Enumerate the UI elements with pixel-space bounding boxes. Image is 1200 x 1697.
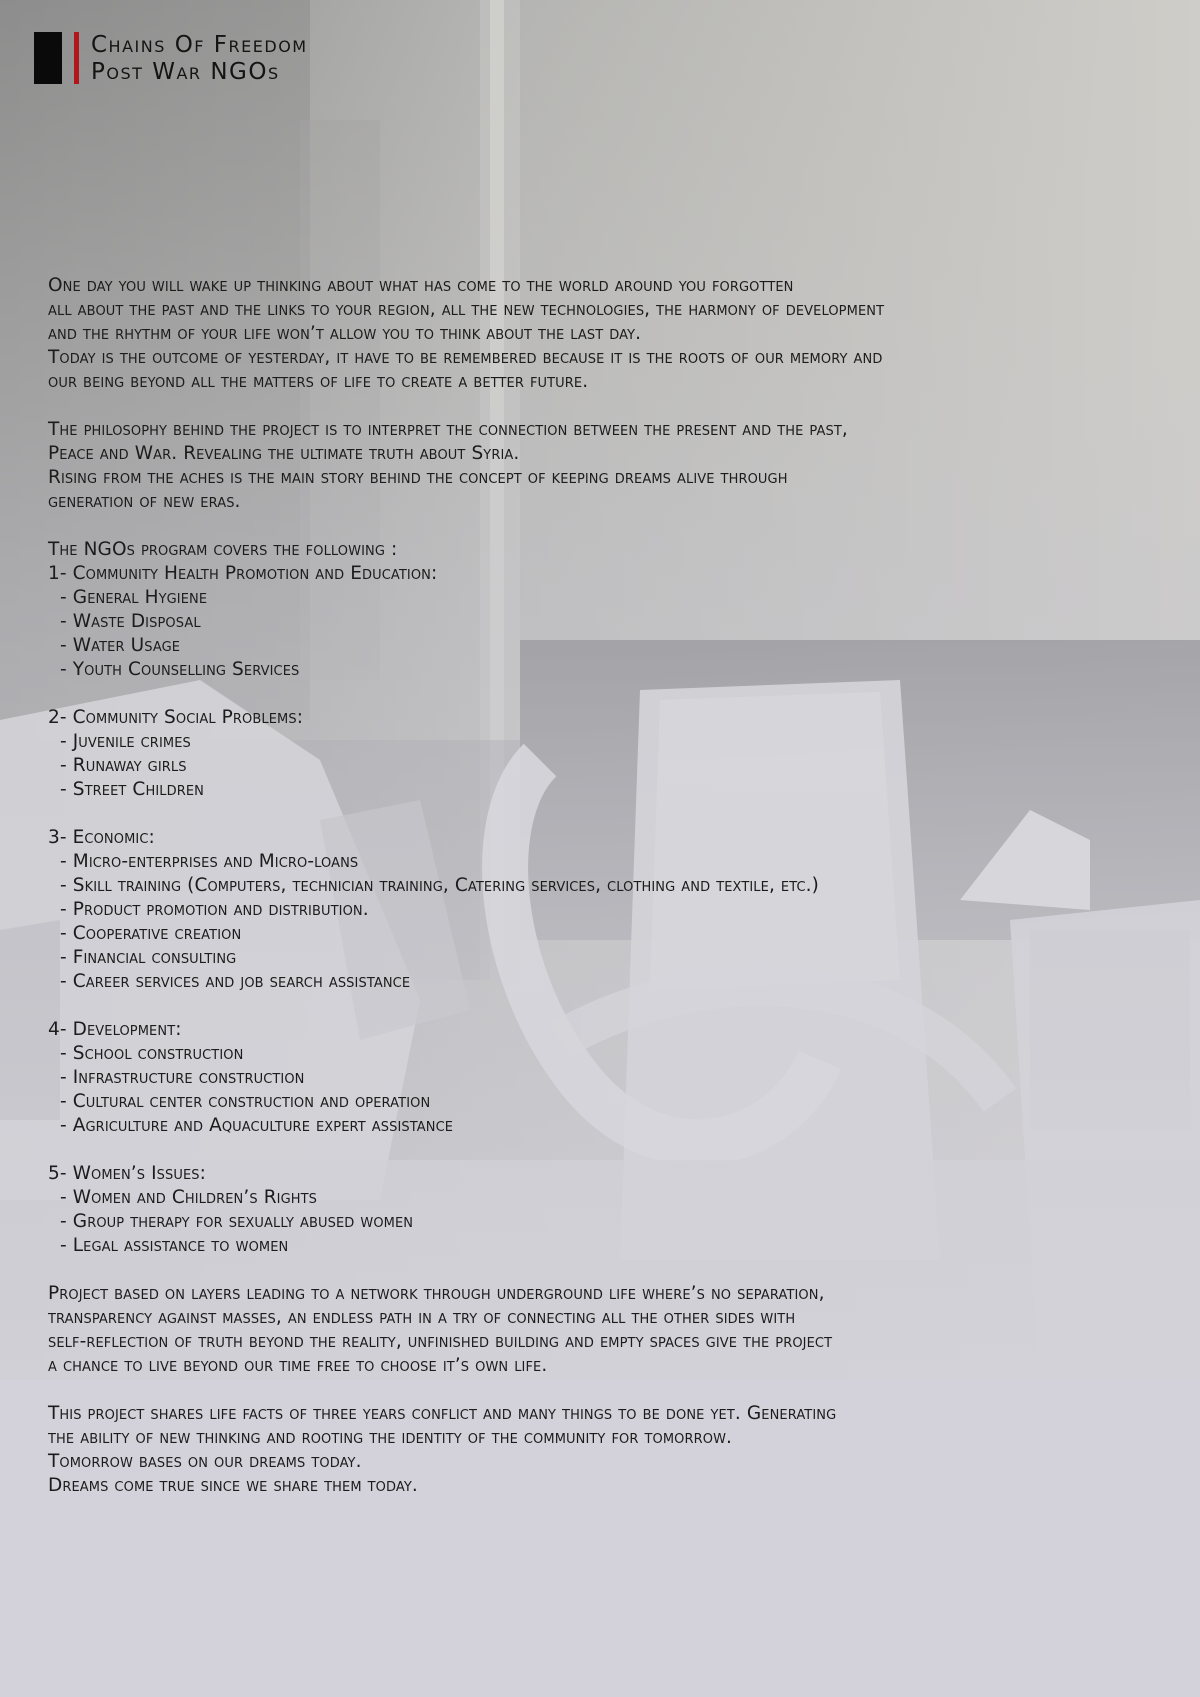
text-line: Dreams come true since we share them today.	[48, 1475, 418, 1496]
program-section-economic	[48, 826, 1180, 994]
text-line: The philosophy behind the project is to interpret the connection between the present and the past,	[48, 419, 848, 440]
text-line: One day you will wake up thinking about what has come to the world around you forgotten	[48, 275, 794, 296]
list-item: - Group therapy for sexually abused women	[60, 1211, 414, 1232]
list-item: - Infrastructure construction	[60, 1067, 305, 1088]
text-line: all about the past and the links to your region, all the new technologies, the harmony of development	[48, 299, 885, 320]
text-line: Today is the outcome of yesterday, it have to be remembered because it is the roots of our memory and	[48, 347, 883, 368]
concept-paragraph	[48, 1282, 1180, 1378]
list-item: - Cooperative creation	[60, 923, 242, 944]
text-line: Project based on layers leading to a network through underground life where’s no separation,	[48, 1283, 825, 1304]
list-item: - Youth Counselling Services	[60, 659, 300, 680]
list-item: - Runaway girls	[60, 755, 187, 776]
list-item: - Agriculture and Aquaculture expert assistance	[60, 1115, 454, 1136]
program-section-women	[48, 1162, 1180, 1258]
brand-red-bar	[74, 32, 79, 84]
page-title: Chains Of Freedom	[91, 32, 308, 58]
text-line: our being beyond all the matters of life to create a better future.	[48, 371, 589, 392]
brand-titles	[91, 32, 308, 86]
text-line: Tomorrow bases on our dreams today.	[48, 1451, 362, 1472]
program-list	[48, 538, 1180, 1258]
program-section-health	[48, 562, 1180, 682]
list-item: - Women and Children’s Rights	[60, 1187, 318, 1208]
intro-paragraph	[48, 274, 1180, 394]
program-intro: The NGOs program covers the following :	[48, 539, 398, 560]
section-heading: 3- Economic:	[48, 827, 155, 848]
program-section-social	[48, 706, 1180, 802]
philosophy-paragraph	[48, 418, 1180, 514]
text-line: This project shares life facts of three years conflict and many things to be done yet. Generating	[48, 1403, 837, 1424]
list-item: - Water Usage	[60, 635, 181, 656]
section-heading: 4- Development:	[48, 1019, 182, 1040]
text-line: generation of new eras.	[48, 491, 241, 512]
text-line: a chance to live beyond our time free to choose it’s own life.	[48, 1355, 548, 1376]
list-item: - Skill training (Computers, technician training, Catering services, clothing and textile, etc.)	[60, 875, 819, 896]
list-item: - Career services and job search assistance	[60, 971, 411, 992]
list-item: - General Hygiene	[60, 587, 208, 608]
list-item: - Financial consulting	[60, 947, 237, 968]
section-heading: 2- Community Social Problems:	[48, 707, 304, 728]
text-line: Rising from the aches is the main story behind the concept of keeping dreams alive through	[48, 467, 788, 488]
section-heading: 5- Women’s Issues:	[48, 1163, 206, 1184]
list-item: - School construction	[60, 1043, 244, 1064]
text-line: Peace and War. Revealing the ultimate truth about Syria.	[48, 443, 520, 464]
text-line: the ability of new thinking and rooting the identity of the community for tomorrow.	[48, 1427, 733, 1448]
list-item: - Street Children	[60, 779, 204, 800]
body-text	[48, 274, 1180, 1498]
list-item: - Legal assistance to women	[60, 1235, 289, 1256]
closing-paragraph	[48, 1402, 1180, 1498]
text-line: self-reflection of truth beyond the reality, unfinished building and empty spaces give the project	[48, 1331, 833, 1352]
list-item: - Product promotion and distribution.	[60, 899, 369, 920]
brand-black-bar	[34, 32, 62, 84]
section-heading: 1- Community Health Promotion and Education:	[48, 563, 438, 584]
list-item: - Micro-enterprises and Micro-loans	[60, 851, 359, 872]
list-item: - Waste Disposal	[60, 611, 201, 632]
page-subtitle: Post War NGOs	[91, 59, 280, 85]
list-item: - Juvenile crimes	[60, 731, 191, 752]
text-line: transparency against masses, an endless path in a try of connecting all the other sides with	[48, 1307, 796, 1328]
text-line: and the rhythm of your life won’t allow you to think about the last day.	[48, 323, 642, 344]
list-item: - Cultural center construction and operation	[60, 1091, 431, 1112]
program-section-development	[48, 1018, 1180, 1138]
